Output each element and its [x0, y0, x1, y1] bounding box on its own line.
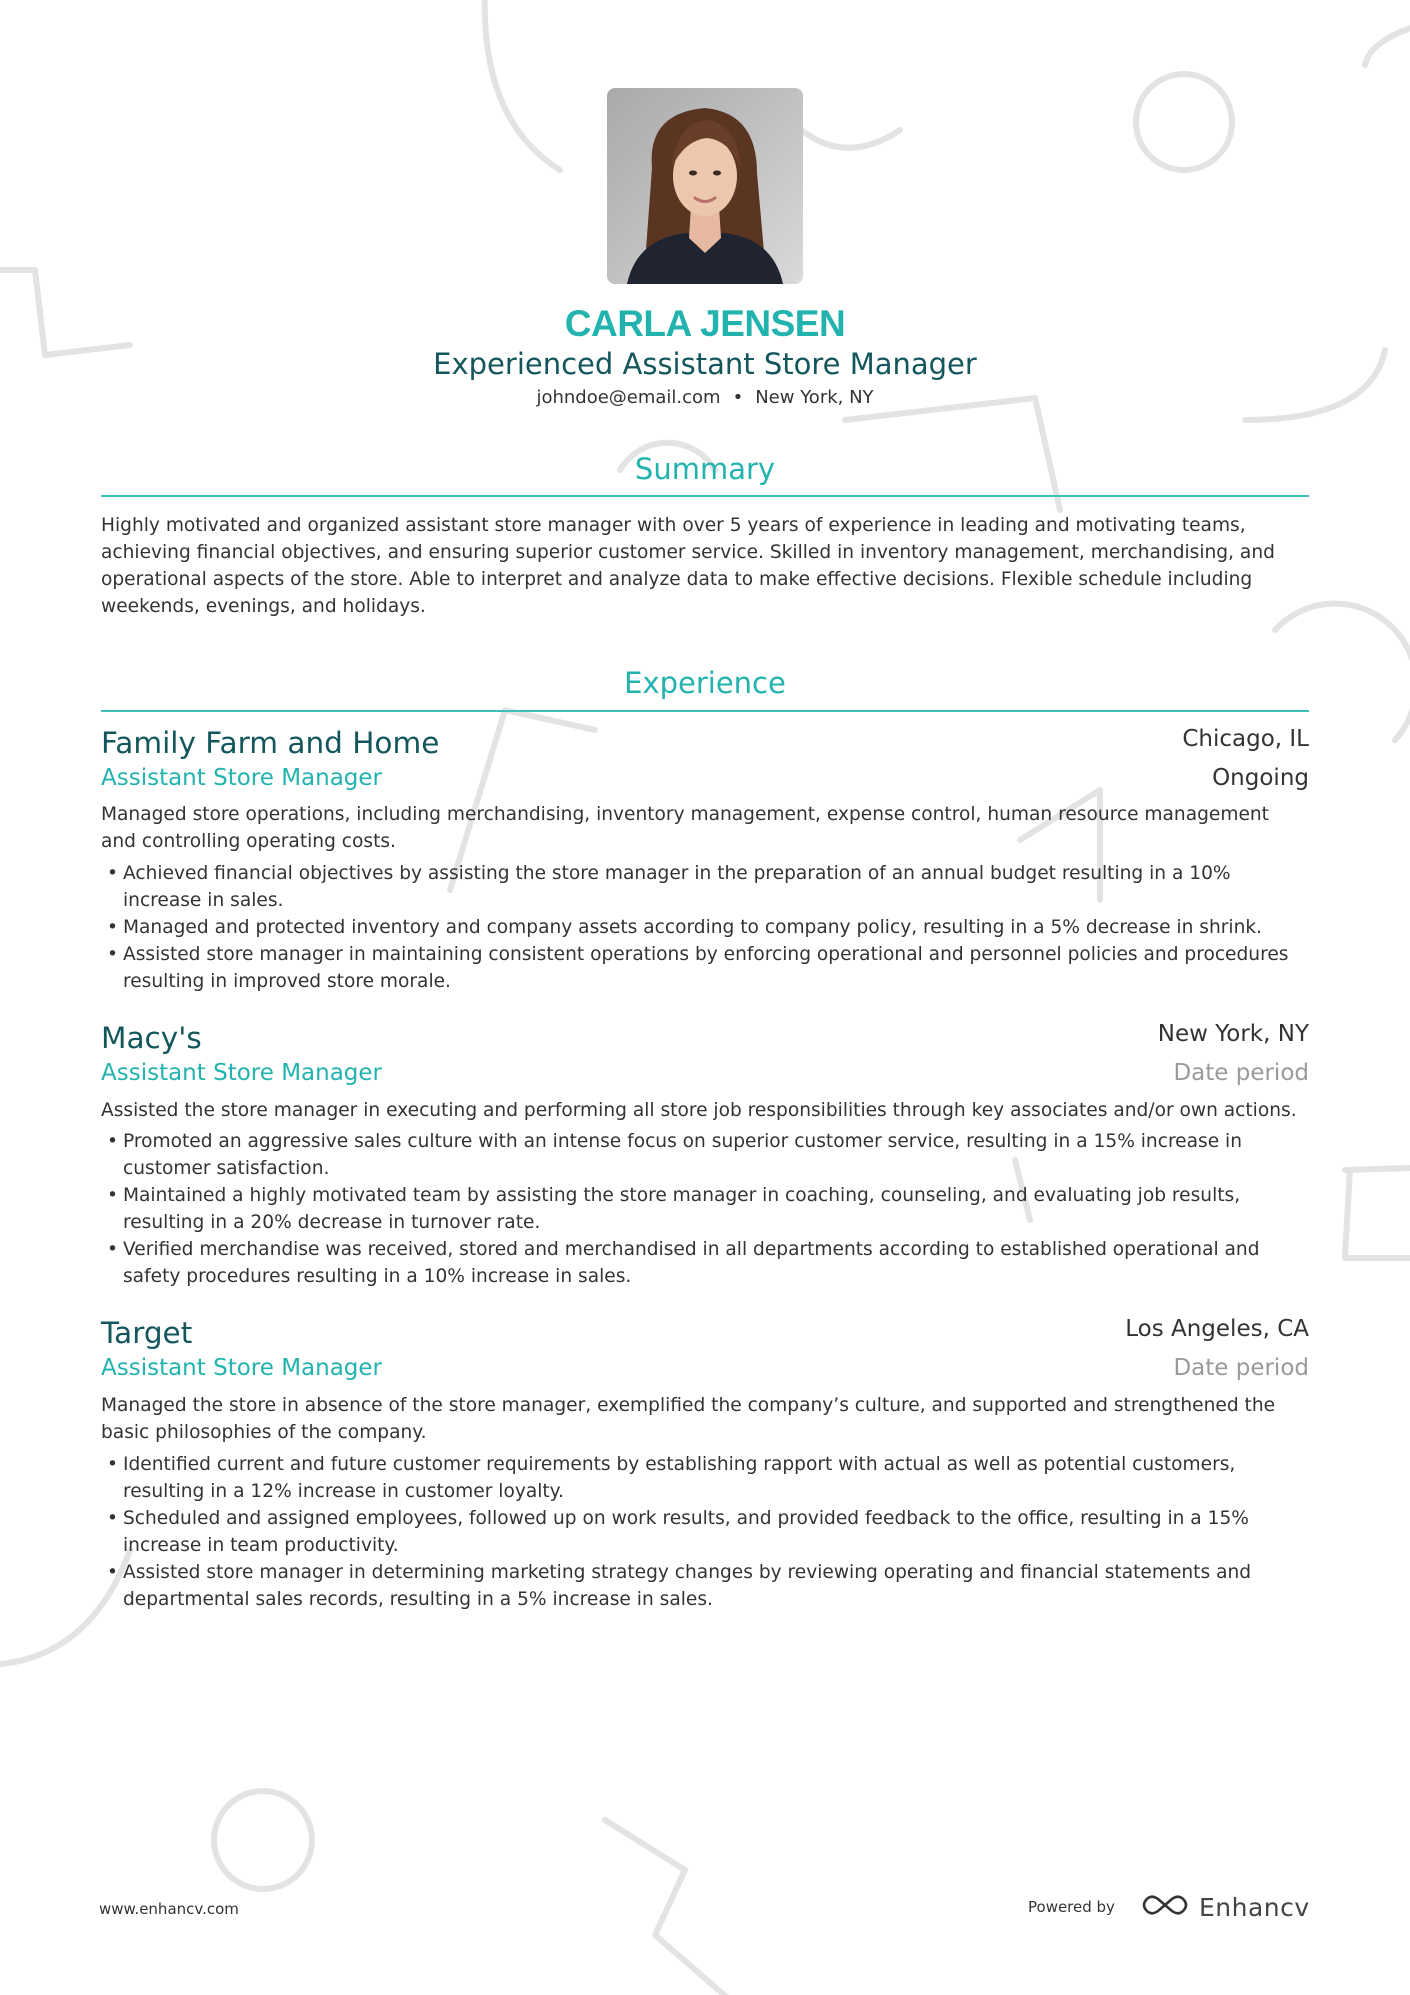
- job-role: Assistant Store Manager: [101, 1060, 383, 1086]
- job-period: Date period: [1173, 1355, 1309, 1381]
- bullet-icon: •: [107, 863, 118, 884]
- job-description: Assisted the store manager in executing and performing all store job responsibilities through key associates and/or own actions.: [101, 1100, 1297, 1121]
- summary-heading: Summary: [634, 452, 776, 486]
- footer-branding: [1028, 1892, 1310, 1922]
- achievement-item: [101, 860, 1309, 914]
- achievement-text: Assisted store manager in maintaining consistent operations by enforcing operational and personnel policies and procedures resulting in improved store morale.: [123, 944, 1289, 992]
- candidate-title: Experienced Assistant Store Manager: [433, 347, 977, 381]
- bullet-icon: •: [107, 917, 118, 938]
- achievement-item: [101, 1236, 1309, 1290]
- achievement-item: [101, 1559, 1309, 1613]
- job-achievements: [101, 1451, 1309, 1613]
- candidate-name: CARLA JENSEN: [564, 303, 846, 344]
- bullet-icon: •: [107, 1508, 118, 1529]
- powered-by-label: Powered by: [1028, 1898, 1115, 1916]
- experience-heading: Experience: [624, 666, 786, 700]
- bullet-icon: •: [107, 1185, 118, 1206]
- achievement-item: [101, 941, 1309, 995]
- achievement-item: [101, 1505, 1309, 1559]
- contact-email: johndoe@email.com: [536, 387, 721, 408]
- job-role: Assistant Store Manager: [101, 765, 383, 791]
- enhancv-brand-name: Enhancv: [1198, 1892, 1310, 1922]
- achievement-text: Verified merchandise was received, stored and merchandised in all departments according to established operational and safety procedures resulting in a 10% increase in sales.: [123, 1239, 1260, 1287]
- job-period: Ongoing: [1212, 765, 1309, 791]
- summary-text: Highly motivated and organized assistant store manager with over 5 years of experience in leading and motivating teams, achieving financial objectives, and ensuring superior customer service. Skilled in inventory management, merchandising, and operational aspects of the store. Able to interpret and analyze data to make effective decisions. Flexible schedule including weekends, evenings, and holidays.: [101, 515, 1275, 617]
- job-company: Macy's: [101, 1021, 202, 1055]
- bullet-icon: •: [107, 1562, 118, 1583]
- achievement-text: Promoted an aggressive sales culture with an intense focus on superior customer service, resulting in a 15% increase in customer satisfaction.: [123, 1131, 1243, 1179]
- job-location: Chicago, IL: [1182, 726, 1309, 752]
- job-company: Target: [101, 1316, 193, 1350]
- job-description: Managed store operations, including merchandising, inventory management, expense control, human resource management and controlling operating costs.: [101, 804, 1269, 852]
- achievement-text: Scheduled and assigned employees, followed up on work results, and provided feedback to the office, resulting in a 15% increase in team productivity.: [123, 1508, 1249, 1556]
- bullet-icon: •: [107, 944, 118, 965]
- achievement-text: Assisted store manager in determining marketing strategy changes by reviewing operating and financial statements and departmental sales records, resulting in a 5% increase in sales.: [123, 1562, 1252, 1610]
- job-location: Los Angeles, CA: [1125, 1316, 1309, 1342]
- job-period: Date period: [1173, 1060, 1309, 1086]
- footer-website-link[interactable]: www.enhancv.com: [99, 1900, 239, 1918]
- achievement-item: [101, 1451, 1309, 1505]
- job-description: Managed the store in absence of the store manager, exemplified the company’s culture, and supported and strengthened the basic philosophies of the company.: [101, 1395, 1276, 1443]
- job-role: Assistant Store Manager: [101, 1355, 383, 1381]
- contact-separator: •: [732, 387, 744, 408]
- contact-location: New York, NY: [755, 387, 874, 408]
- bullet-icon: •: [107, 1131, 118, 1152]
- achievement-text: Maintained a highly motivated team by assisting the store manager in coaching, counseling, and evaluating job results, resulting in a 20% decrease in turnover rate.: [123, 1185, 1241, 1233]
- achievement-text: Identified current and future customer requirements by establishing rapport with actual as well as potential customers, resulting in a 12% increase in customer loyalty.: [123, 1454, 1236, 1502]
- bullet-icon: •: [107, 1454, 118, 1475]
- achievement-text: Achieved financial objectives by assisting the store manager in the preparation of an annual budget resulting in a 10% increase in sales.: [123, 863, 1231, 911]
- achievement-text: Managed and protected inventory and company assets according to company policy, resulting in a 5% decrease in shrink.: [123, 917, 1263, 938]
- summary-divider: [101, 495, 1309, 497]
- achievement-item: [101, 914, 1309, 941]
- job-achievements: [101, 1128, 1309, 1290]
- job-company: Family Farm and Home: [101, 726, 440, 760]
- job-location: New York, NY: [1157, 1021, 1309, 1047]
- experience-divider: [101, 710, 1309, 712]
- job-achievements: [101, 860, 1309, 995]
- profile-photo: [607, 88, 803, 284]
- achievement-item: [101, 1182, 1309, 1236]
- achievement-item: [101, 1128, 1309, 1182]
- bullet-icon: •: [107, 1239, 118, 1260]
- enhancv-logo-icon: [1141, 1893, 1189, 1921]
- contact-line: [101, 387, 1309, 408]
